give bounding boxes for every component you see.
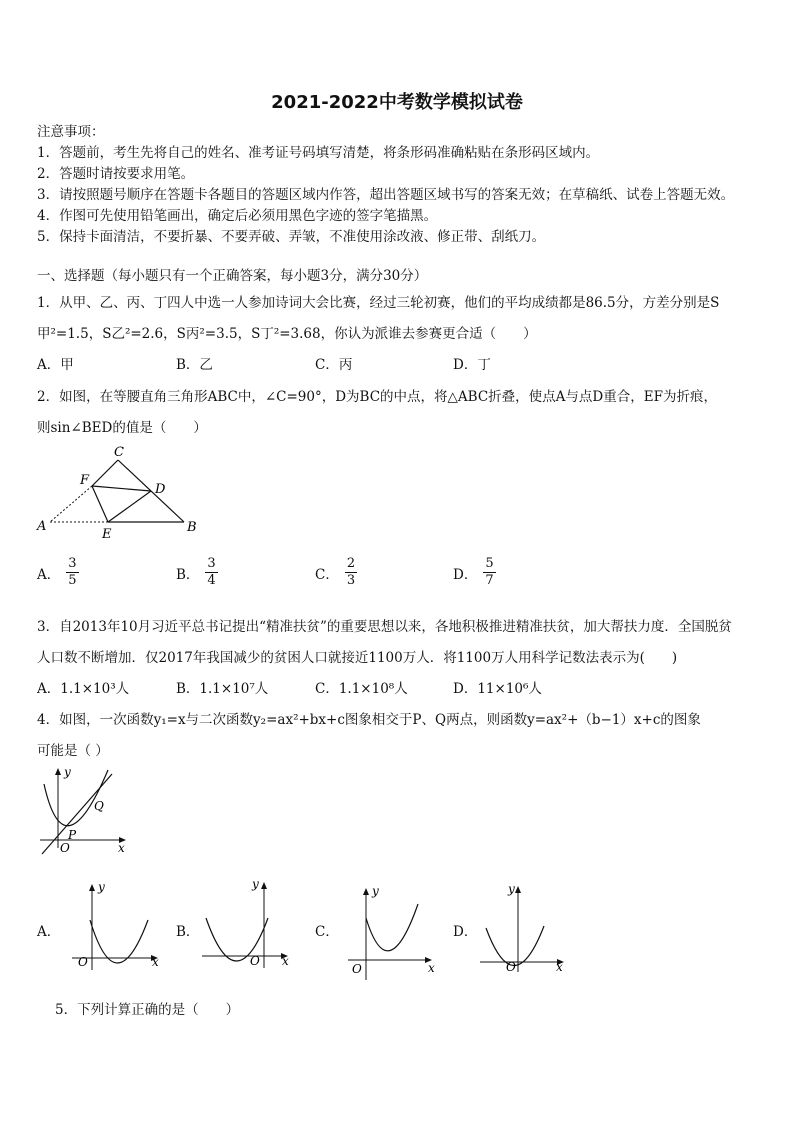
label-b: B <box>187 520 197 535</box>
svg-text:y: y <box>252 877 259 891</box>
q2-option-a: A． $\frac{3}{5}$ <box>37 556 77 588</box>
q4-option-b-graph <box>198 876 298 971</box>
label-e: E <box>102 527 112 542</box>
svg-text:O: O <box>78 955 88 969</box>
label-c: C <box>114 445 124 460</box>
q2-triangle-figure <box>34 442 204 542</box>
svg-text:O: O <box>506 960 516 974</box>
svg-text:x: x <box>556 960 563 974</box>
svg-text:y: y <box>508 882 515 896</box>
svg-text:O: O <box>352 962 362 976</box>
section-heading: 一、选择题（每小题只有一个正确答案，每小题3分，满分30分） <box>37 268 428 284</box>
q3-option-c: C．1.1×10⁸人 <box>315 681 408 697</box>
notice-item-3: 3．请按照题号顺序在答题卡各题目的答题区域内作答，超出答题区域书写的答案无效；在草稿纸、试卷上答题无效。 <box>37 187 735 203</box>
q4-label-q: Q <box>94 799 104 813</box>
q3-option-b: B．1.1×10⁷人 <box>176 681 269 697</box>
svg-text:x: x <box>282 954 289 968</box>
notice-item-4: 4．作图可先使用铅笔画出，确定后必须用黑色字迹的签字笔描黑。 <box>37 208 438 224</box>
q4-label-o: O <box>60 841 70 855</box>
svg-text:y: y <box>98 880 105 894</box>
q1-option-a: A．甲 <box>37 357 74 373</box>
q2-stem-line1: 2．如图，在等腰直角三角形ABC中，∠C=90°，D为BC的中点，将△ABC折叠，使点A与点D重合，EF为折痕， <box>37 389 717 405</box>
q4-option-a-label: A． <box>37 924 61 940</box>
label-f: F <box>80 473 90 488</box>
q1-stem-line2: 甲²=1.5，S乙²=2.6，S丙²=3.5，S丁²=3.68，你认为派谁去参赛更合适（ ） <box>37 326 537 342</box>
notice-item-5: 5．保持卡面清洁，不要折暴、不要弄破、弄皱，不准使用涂改液、修正带、刮纸刀。 <box>37 229 546 245</box>
q2-option-b: B． $\frac{3}{4}$ <box>176 556 216 588</box>
q2-option-c: C． $\frac{2}{3}$ <box>315 556 356 588</box>
q5-stem: 5．下列计算正确的是（ ） <box>55 1002 240 1018</box>
q4-option-d-label: D． <box>453 924 478 940</box>
q3-option-a: A．1.1×10³人 <box>37 681 130 697</box>
q4-stem-line2: 可能是（ ） <box>37 743 109 759</box>
q4-label-y: y <box>64 765 71 779</box>
notice-item-1: 1．答题前，考生先将自己的姓名、准考证号码填写清楚，将条形码准确粘贴在条形码区域内。 <box>37 145 600 161</box>
q3-stem-line1: 3．自2013年10月习近平总书记提出“精准扶贫”的重要思想以来，各地积极推进精准扶贫，加大帮扶力度．全国脱贫 <box>37 619 732 635</box>
q4-stem-line1: 4．如图，一次函数y₁=x与二次函数y₂=ax²+bx+c图象相交于P、Q两点，则函数y=ax²+（b−1）x+c的图象 <box>37 712 701 728</box>
notice-item-2: 2．答题时请按要求用笔。 <box>37 166 195 182</box>
q4-option-a-graph <box>66 878 166 973</box>
notice-heading: 注意事项： <box>37 124 105 140</box>
q2-stem-line2: 则sin∠BED的值是（ ） <box>37 420 207 436</box>
svg-text:y: y <box>372 884 379 898</box>
q2-option-d: D． $\frac{5}{7}$ <box>453 556 494 588</box>
q4-option-d-graph <box>476 880 576 975</box>
q4-option-b-label: B． <box>176 924 200 940</box>
label-d: D <box>155 482 166 497</box>
svg-text:O: O <box>250 954 260 968</box>
q1-stem-line1: 1．从甲、乙、丙、丁四人中选一人参加诗词大会比赛，经过三轮初赛，他们的平均成绩都是86.5分，方差分别是S <box>37 295 720 311</box>
q4-label-p: P <box>68 828 77 842</box>
q4-label-x: x <box>118 841 125 855</box>
q1-option-b: B．乙 <box>176 357 213 373</box>
q3-stem-line2: 人口数不断增加．仅2017年我国减少的贫困人口就接近1100万人．将1100万人用科学记数法表示为( ) <box>37 650 678 666</box>
svg-text:x: x <box>428 961 435 975</box>
svg-text:x: x <box>152 955 159 969</box>
q3-option-d: D．11×10⁶人 <box>453 681 542 697</box>
q4-option-c-label: C． <box>315 924 339 940</box>
q4-main-graph <box>34 764 134 856</box>
q4-option-c-graph <box>340 882 440 982</box>
label-a: A <box>37 519 47 534</box>
q1-option-c: C．丙 <box>315 357 353 373</box>
q1-option-d: D．丁 <box>453 357 491 373</box>
page-title: 2021-2022中考数学模拟试卷 <box>271 92 523 113</box>
